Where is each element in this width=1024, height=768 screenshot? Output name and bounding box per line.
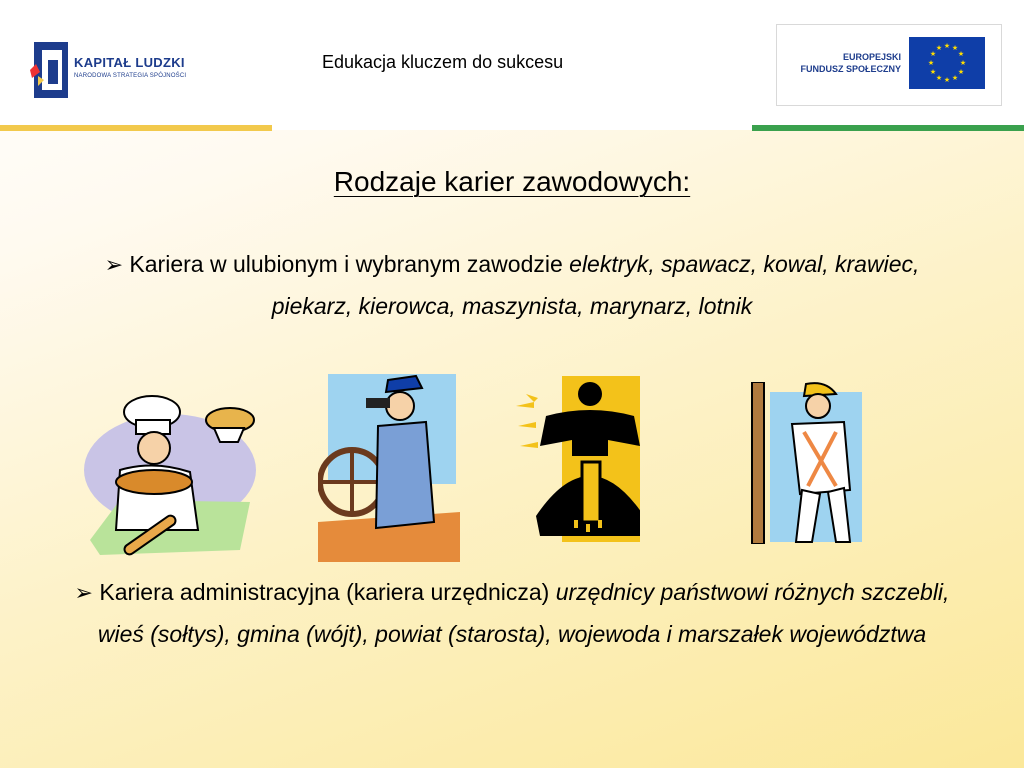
svg-text:★: ★ [943, 42, 951, 50]
slide-title: Rodzaje karier zawodowych: [333, 166, 691, 197]
baker-clipart [80, 390, 260, 560]
kapital-ludzki-subtitle: NARODOWA STRATEGIA SPÓJNOŚCI [74, 73, 187, 79]
jackhammer-worker-clipart [516, 376, 640, 542]
bullet-arrow-icon: ➢ [74, 581, 93, 606]
svg-text:★: ★ [957, 68, 965, 76]
section-1-lead: Kariera w ulubionym i wybranym zawodzie [129, 251, 563, 277]
svg-text:★: ★ [929, 68, 937, 76]
bullet-arrow-icon: ➢ [104, 253, 124, 278]
efs-logo-text [800, 51, 901, 75]
kapital-ludzki-logo [28, 40, 218, 100]
svg-text:★: ★ [951, 44, 959, 52]
efs-logo-line1: EUROPEJSKI [842, 52, 901, 62]
svg-text:★: ★ [943, 76, 951, 84]
section-1 [70, 244, 954, 326]
svg-text:★: ★ [935, 44, 943, 52]
efs-logo [776, 24, 1002, 106]
header-bar [0, 0, 1024, 130]
section-2-lead: Kariera administracyjna (kariera urzędnicza) [99, 579, 550, 605]
section-1-examples: elektryk, spawacz, kowal, krawiec, piekarz, kierowca, maszynista, marynarz, lotnik [271, 251, 920, 319]
header-underline-yellow [0, 125, 272, 131]
sailor-clipart [318, 372, 460, 562]
lineman-clipart [750, 382, 862, 544]
efs-logo-line2: FUNDUSZ SPOŁECZNY [800, 64, 901, 74]
header-slogan: Edukacja kluczem do sukcesu [322, 52, 564, 72]
svg-text:★: ★ [929, 50, 937, 58]
svg-text:★: ★ [935, 74, 943, 82]
svg-text:★: ★ [957, 50, 965, 58]
svg-text:★: ★ [927, 59, 935, 67]
kapital-ludzki-emblem-icon [28, 40, 88, 100]
svg-text:★: ★ [959, 59, 967, 67]
header-underline-green [752, 125, 1024, 131]
kapital-ludzki-title: KAPITAŁ LUDZKI [74, 55, 185, 70]
section-2-examples: urzędnicy państwowi różnych szczebli, wieś (sołtys), gmina (wójt), powiat (starosta), wojewoda i marszałek województwa [97, 579, 950, 647]
section-2 [70, 572, 954, 654]
eu-flag-icon [909, 37, 985, 89]
svg-text:★: ★ [951, 74, 959, 82]
